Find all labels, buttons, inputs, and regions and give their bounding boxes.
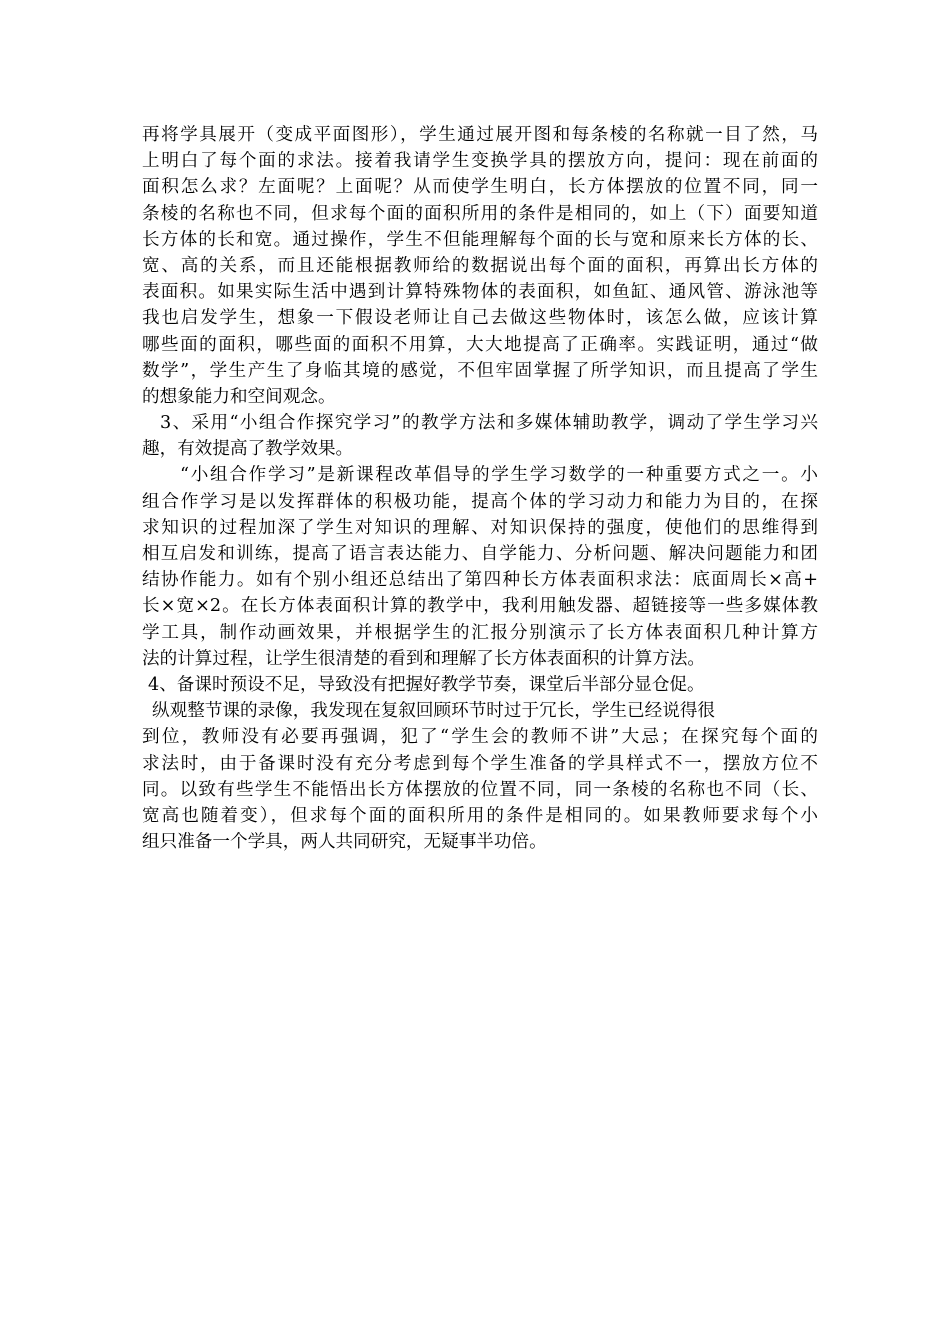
paragraph-first-line: “小组合作学习”是新课程改革倡导的学生学习数学的一种重要方式之一。小	[180, 465, 818, 486]
text-line: 哪些面的面积，哪些面的面积不用算，大大地提高了正确率。实践证明，通过“做	[142, 334, 818, 355]
text-line: 的想象能力和空间观念。	[142, 386, 336, 407]
text-line: 上明白了每个面的求法。接着我请学生变换学具的摆放方向，提问：现在前面的	[142, 151, 818, 172]
text-line: 我也启发学生，想象一下假设老师让自己去做这些物体时，该怎么做，应该计算	[142, 308, 818, 329]
paragraph-first-line: 纵观整节课的录像，我发现在复叙回顾环节时过于冗长，学生已经说得很	[152, 701, 716, 722]
text-line: 长方体的长和宽。通过操作，学生不但能理解每个面的长与宽和原来长方体的长、	[142, 229, 818, 250]
text-line: 宽高也随着变），但求每个面的面积所用的条件是相同的。如果教师要求每个小	[142, 805, 818, 826]
text-line: 求知识的过程加深了学生对知识的理解、对知识保持的强度，使他们的思维得到	[142, 517, 818, 538]
text-line: 同。以致有些学生不能悟出长方体摆放的位置不同，同一条棱的名称也不同（长、	[142, 779, 818, 800]
text-line: 学工具，制作动画效果，并根据学生的汇报分别演示了长方体表面积几种计算方	[142, 622, 818, 643]
text-line: 求法时，由于备课时没有充分考虑到每个学生准备的学具样式不一，摆放方位不	[142, 753, 818, 774]
text-line: 组只准备一个学具，两人共同研究，无疑事半功倍。	[142, 832, 547, 853]
text-line: 条棱的名称也不同，但求每个面的面积所用的条件是相同的，如上（下）面要知道	[142, 203, 818, 224]
text-line: 面积怎么求？左面呢？上面呢？从而使学生明白，长方体摆放的位置不同，同一	[142, 177, 818, 198]
text-line: 到位，教师没有必要再强调，犯了“学生会的教师不讲”大忌；在探究每个面的	[142, 727, 818, 748]
text-line: 法的计算过程，让学生很清楚的看到和理解了长方体表面积的计算方法。	[142, 648, 706, 669]
text-line: 表面积。如果实际生活中遇到计算特殊物体的表面积，如鱼缸、通风管、游泳池等	[142, 282, 818, 303]
text-line: 组合作学习是以发挥群体的积极功能，提高个体的学习动力和能力为目的，在探	[142, 491, 818, 512]
text-line: 宽、高的关系，而且还能根据教师给的数据说出每个面的面积，再算出长方体的	[142, 255, 818, 276]
text-line: 趣，有效提高了教学效果。	[142, 439, 354, 460]
section-heading-3: 3、采用“小组合作探究学习”的教学方法和多媒体辅助教学，调动了学生学习兴	[160, 413, 818, 434]
text-line: 结协作能力。如有个别小组还总结出了第四种长方体表面积求法：底面周长×高+	[142, 570, 818, 591]
text-line: 相互启发和训练，提高了语言表达能力、自学能力、分析问题、解决问题能力和团	[142, 544, 818, 564]
text-line: 长×宽×2。在长方体表面积计算的教学中，我利用触发器、超链接等一些多媒体教	[142, 596, 818, 617]
text-line: 数学”，学生产生了身临其境的感觉，不但牢固掌握了所学知识，而且提高了学生	[142, 360, 818, 381]
document-body	[142, 122, 818, 855]
section-heading-4: 4、备课时预设不足，导致没有把握好教学节奏，课堂后半部分显仓促。	[148, 674, 705, 695]
text-line: 再将学具展开（变成平面图形），学生通过展开图和每条棱的名称就一目了然，马	[142, 125, 818, 145]
